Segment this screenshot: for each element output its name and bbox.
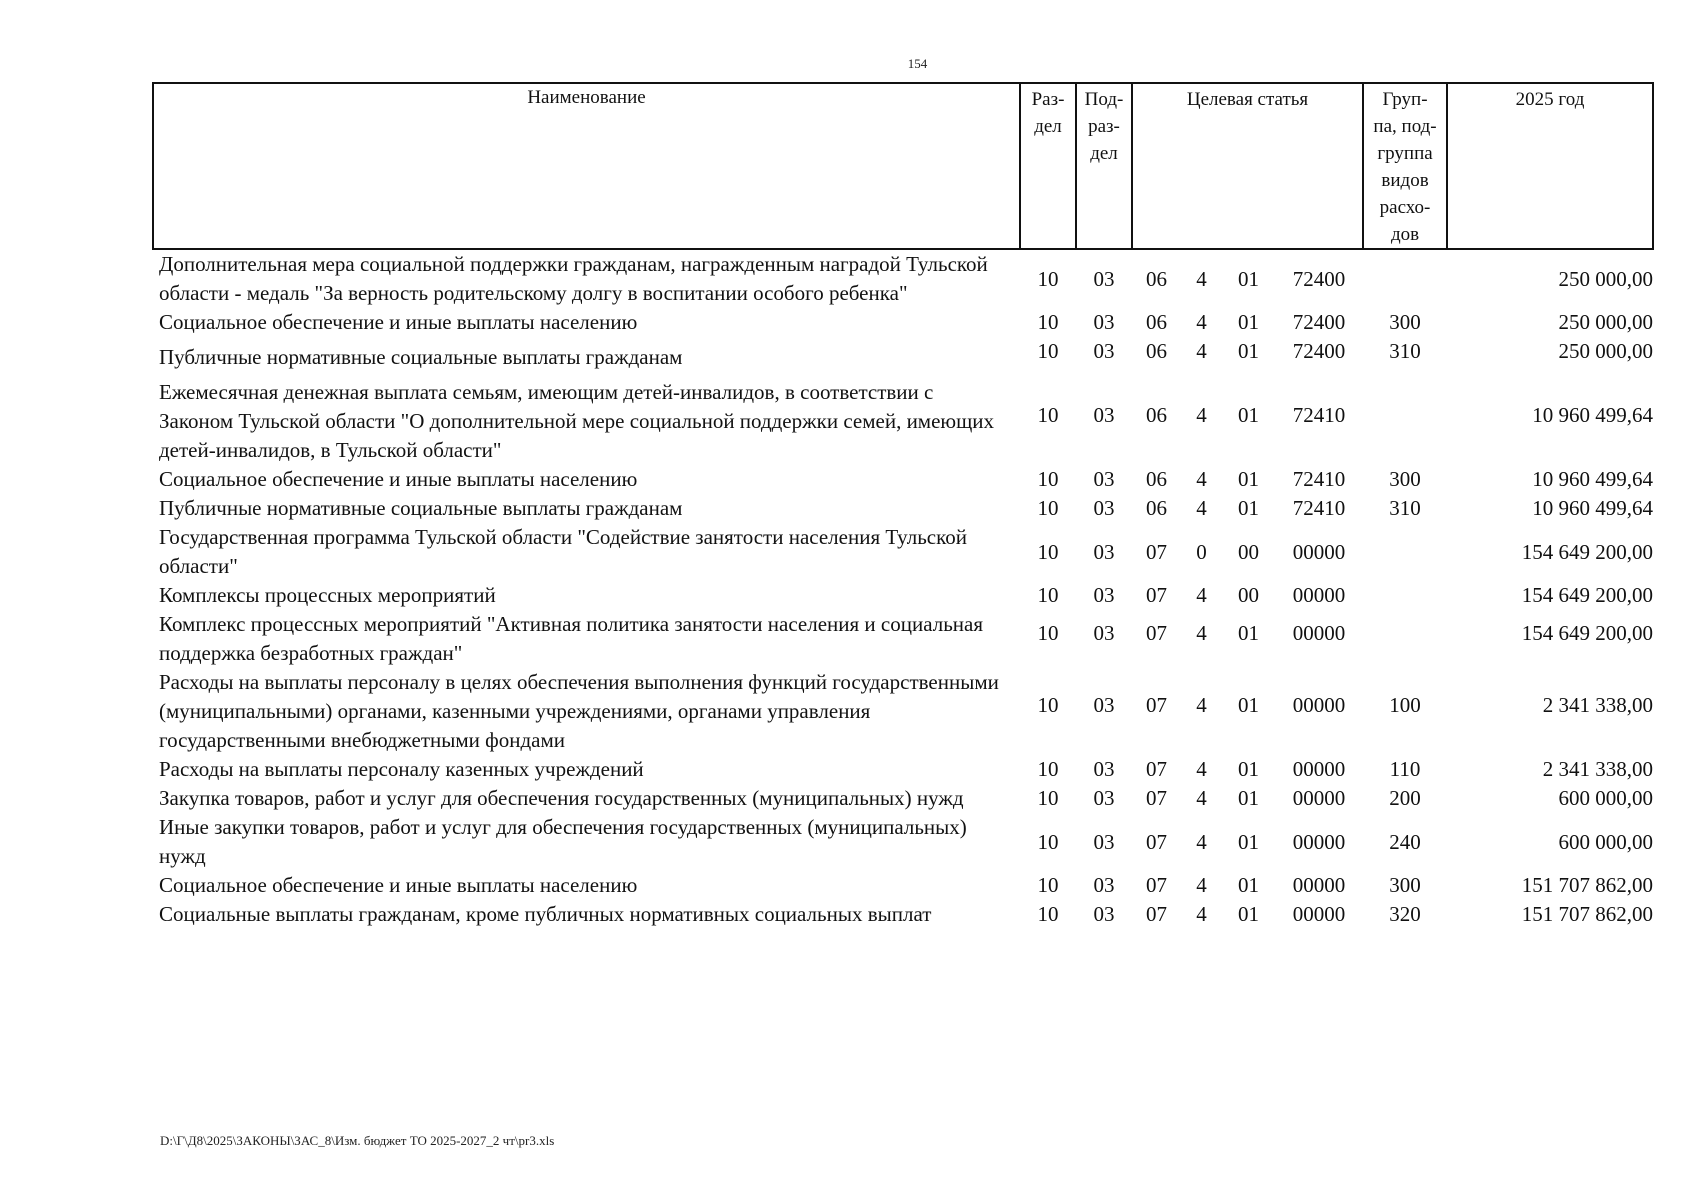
table-row — [153, 610, 1653, 668]
row-amount: 10 960 499,64 — [1532, 403, 1654, 427]
table-row — [153, 378, 1653, 465]
row-group: 300 — [1389, 873, 1421, 897]
row-group: 110 — [1389, 757, 1421, 781]
row-amount: 250 000,00 — [1558, 310, 1654, 334]
row-group — [1363, 610, 1447, 668]
table-row — [153, 308, 1653, 337]
row-group — [1363, 249, 1447, 308]
footer-file-path: D:\Г\Д8\2025\ЗАКОНЫ\ЗАС_8\Изм. бюджет ТО 2025-2027_2 чт\pr3.xls — [160, 1133, 555, 1148]
row-target-program: 07 — [1146, 786, 1167, 810]
row-name: Дополнительная мера социальной поддержки гражданам, награжденным наградой Тульской области - медаль "За верность родительскому долгу в воспитании особого ребенка" — [159, 252, 988, 305]
row-amount: 154 649 200,00 — [1521, 583, 1654, 607]
row-group: 320 — [1389, 902, 1421, 926]
row-target-complex: 01 — [1238, 873, 1259, 897]
row-amount: 151 707 862,00 — [1521, 902, 1654, 926]
row-target-type: 4 — [1196, 873, 1207, 897]
table-row — [153, 523, 1653, 581]
row-target-program: 07 — [1146, 583, 1167, 607]
row-target-type: 4 — [1196, 786, 1207, 810]
row-name: Социальные выплаты гражданам, кроме публичных нормативных социальных выплат — [159, 902, 932, 926]
row-razdel: 10 — [1037, 829, 1059, 854]
row-name: Комплекс процессных мероприятий "Активная политика занятости населения и социальная поддержка безработных граждан" — [159, 612, 983, 665]
row-target-complex: 01 — [1238, 403, 1259, 427]
row-group — [1363, 523, 1447, 581]
row-podrazdel: 03 — [1093, 266, 1115, 291]
row-target-type: 4 — [1196, 829, 1207, 854]
row-target-direction: 00000 — [1292, 786, 1346, 810]
row-group: 100 — [1389, 693, 1421, 717]
row-name: Расходы на выплаты персоналу в целях обеспечения выполнения функций государственными (муниципальными) органами, казенными учреждениями, органами управления государственными внебюджетными фондами — [159, 670, 999, 752]
row-target-type: 4 — [1196, 757, 1207, 781]
row-podrazdel: 03 — [1093, 496, 1115, 520]
row-podrazdel: 03 — [1093, 693, 1115, 717]
row-amount: 151 707 862,00 — [1521, 873, 1654, 897]
row-target-type: 4 — [1196, 583, 1207, 607]
row-target-complex: 00 — [1238, 583, 1259, 607]
row-target-direction: 72410 — [1292, 496, 1346, 520]
header-year: 2025 год — [1447, 83, 1653, 249]
row-amount: 600 000,00 — [1558, 786, 1654, 810]
row-target-program: 07 — [1146, 757, 1167, 781]
row-razdel: 10 — [1037, 339, 1059, 363]
table-row — [153, 337, 1653, 378]
row-target-program: 07 — [1146, 873, 1167, 897]
table-row — [153, 249, 1653, 308]
row-name: Социальное обеспечение и иные выплаты населению — [159, 310, 638, 334]
table-row — [153, 668, 1653, 755]
row-podrazdel: 03 — [1093, 467, 1115, 491]
row-target-direction: 72410 — [1292, 467, 1346, 491]
row-amount: 2 341 338,00 — [1542, 757, 1654, 781]
row-razdel: 10 — [1037, 620, 1059, 645]
row-target-complex: 01 — [1238, 620, 1259, 645]
row-name: Социальное обеспечение и иные выплаты населению — [159, 873, 638, 897]
row-name: Публичные нормативные социальные выплаты гражданам — [159, 496, 683, 520]
row-target-complex: 01 — [1238, 496, 1259, 520]
row-razdel: 10 — [1037, 902, 1059, 926]
row-amount: 2 341 338,00 — [1542, 693, 1654, 717]
row-name: Публичные нормативные социальные выплаты гражданам — [159, 345, 683, 369]
budget-table — [152, 82, 1654, 929]
row-podrazdel: 03 — [1093, 873, 1115, 897]
row-target-complex: 01 — [1238, 902, 1259, 926]
row-target-direction: 00000 — [1292, 873, 1346, 897]
row-group: 310 — [1389, 496, 1421, 520]
row-amount: 10 960 499,64 — [1532, 467, 1654, 491]
row-amount: 250 000,00 — [1558, 339, 1654, 363]
row-name: Социальное обеспечение и иные выплаты населению — [159, 467, 638, 491]
row-target-program: 07 — [1146, 539, 1167, 564]
row-target-program: 07 — [1146, 829, 1167, 854]
row-group: 300 — [1389, 467, 1421, 491]
row-razdel: 10 — [1037, 693, 1059, 717]
row-target-complex: 00 — [1238, 539, 1259, 564]
row-razdel: 10 — [1037, 583, 1059, 607]
header-podrazdel: Под- раз- дел — [1076, 83, 1132, 249]
row-target-complex: 01 — [1238, 829, 1259, 854]
table-row — [153, 755, 1653, 784]
row-target-type: 4 — [1196, 496, 1207, 520]
row-target-type: 4 — [1196, 403, 1207, 427]
row-razdel: 10 — [1037, 403, 1059, 427]
row-target-complex: 01 — [1238, 693, 1259, 717]
page-number: 154 — [907, 56, 928, 71]
row-razdel: 10 — [1037, 873, 1059, 897]
table-row — [153, 465, 1653, 494]
row-podrazdel: 03 — [1093, 786, 1115, 810]
row-target-program: 07 — [1146, 902, 1167, 926]
row-podrazdel: 03 — [1093, 583, 1115, 607]
row-amount: 10 960 499,64 — [1532, 496, 1654, 520]
row-name: Иные закупки товаров, работ и услуг для обеспечения государственных (муниципальных) нужд — [159, 815, 967, 868]
header-target: Целевая статья — [1132, 83, 1363, 249]
row-group: 240 — [1389, 829, 1421, 854]
row-target-program: 06 — [1146, 403, 1167, 427]
row-group: 310 — [1389, 339, 1421, 363]
row-name: Комплексы процессных мероприятий — [159, 583, 496, 607]
row-target-program: 06 — [1146, 266, 1167, 291]
row-target-direction: 72410 — [1292, 403, 1346, 427]
row-target-program: 07 — [1146, 620, 1167, 645]
row-amount: 250 000,00 — [1558, 266, 1654, 291]
row-podrazdel: 03 — [1093, 902, 1115, 926]
row-amount: 600 000,00 — [1558, 829, 1654, 854]
header-group: Груп- па, под- группа видов расхо- дов — [1363, 83, 1447, 249]
row-target-type: 4 — [1196, 693, 1207, 717]
row-amount: 154 649 200,00 — [1521, 539, 1654, 564]
row-podrazdel: 03 — [1093, 620, 1115, 645]
row-target-direction: 00000 — [1292, 583, 1346, 607]
row-name: Закупка товаров, работ и услуг для обеспечения государственных (муниципальных) нужд — [159, 786, 964, 810]
row-name: Ежемесячная денежная выплата семьям, имеющим детей-инвалидов, в соответствии с Законом Тульской области "О дополнительной мере социальной поддержки семей, имеющих детей-инвалидов, в Тульской области" — [159, 380, 995, 462]
row-podrazdel: 03 — [1093, 403, 1115, 427]
row-podrazdel: 03 — [1093, 310, 1115, 334]
row-name: Расходы на выплаты персоналу казенных учреждений — [159, 757, 644, 781]
row-target-program: 06 — [1146, 496, 1167, 520]
table-row — [153, 581, 1653, 610]
row-group: 300 — [1389, 310, 1421, 334]
row-target-complex: 01 — [1238, 786, 1259, 810]
table-row — [153, 900, 1653, 929]
row-target-direction: 72400 — [1292, 266, 1346, 291]
header-name: Наименование — [153, 83, 1020, 249]
row-target-program: 06 — [1146, 339, 1167, 363]
row-target-direction: 00000 — [1292, 693, 1346, 717]
row-target-type: 4 — [1196, 467, 1207, 491]
row-podrazdel: 03 — [1093, 539, 1115, 564]
row-target-complex: 01 — [1238, 757, 1259, 781]
row-target-type: 4 — [1196, 266, 1207, 291]
table-header-row — [153, 83, 1653, 249]
row-podrazdel: 03 — [1093, 339, 1115, 363]
row-target-type: 4 — [1196, 902, 1207, 926]
row-target-direction: 00000 — [1292, 757, 1346, 781]
row-podrazdel: 03 — [1093, 829, 1115, 854]
table-row — [153, 813, 1653, 871]
row-group: 200 — [1389, 786, 1421, 810]
row-podrazdel: 03 — [1093, 757, 1115, 781]
row-target-complex: 01 — [1238, 266, 1259, 291]
row-target-type: 4 — [1196, 339, 1207, 363]
row-target-type: 4 — [1196, 310, 1207, 334]
table-row — [153, 784, 1653, 813]
row-target-direction: 00000 — [1292, 902, 1346, 926]
row-target-type: 0 — [1196, 539, 1207, 564]
header-razdel: Раз- дел — [1020, 83, 1076, 249]
row-razdel: 10 — [1037, 757, 1059, 781]
row-target-direction: 00000 — [1292, 829, 1346, 854]
row-target-direction: 72400 — [1292, 339, 1346, 363]
row-target-complex: 01 — [1238, 310, 1259, 334]
table-row — [153, 871, 1653, 900]
row-target-type: 4 — [1196, 620, 1207, 645]
row-razdel: 10 — [1037, 496, 1059, 520]
row-target-program: 07 — [1146, 693, 1167, 717]
row-razdel: 10 — [1037, 786, 1059, 810]
row-target-complex: 01 — [1238, 339, 1259, 363]
row-target-direction: 00000 — [1292, 539, 1346, 564]
row-group — [1363, 378, 1447, 465]
row-target-direction: 72400 — [1292, 310, 1346, 334]
row-razdel: 10 — [1037, 310, 1059, 334]
row-amount: 154 649 200,00 — [1521, 620, 1654, 645]
row-target-program: 06 — [1146, 467, 1167, 491]
row-target-direction: 00000 — [1292, 620, 1346, 645]
row-name: Государственная программа Тульской области "Содействие занятости населения Тульской области" — [159, 525, 967, 578]
row-razdel: 10 — [1037, 467, 1059, 491]
row-razdel: 10 — [1037, 539, 1059, 564]
table-row — [153, 494, 1653, 523]
row-group — [1363, 581, 1447, 610]
row-target-program: 06 — [1146, 310, 1167, 334]
row-target-complex: 01 — [1238, 467, 1259, 491]
row-razdel: 10 — [1037, 266, 1059, 291]
